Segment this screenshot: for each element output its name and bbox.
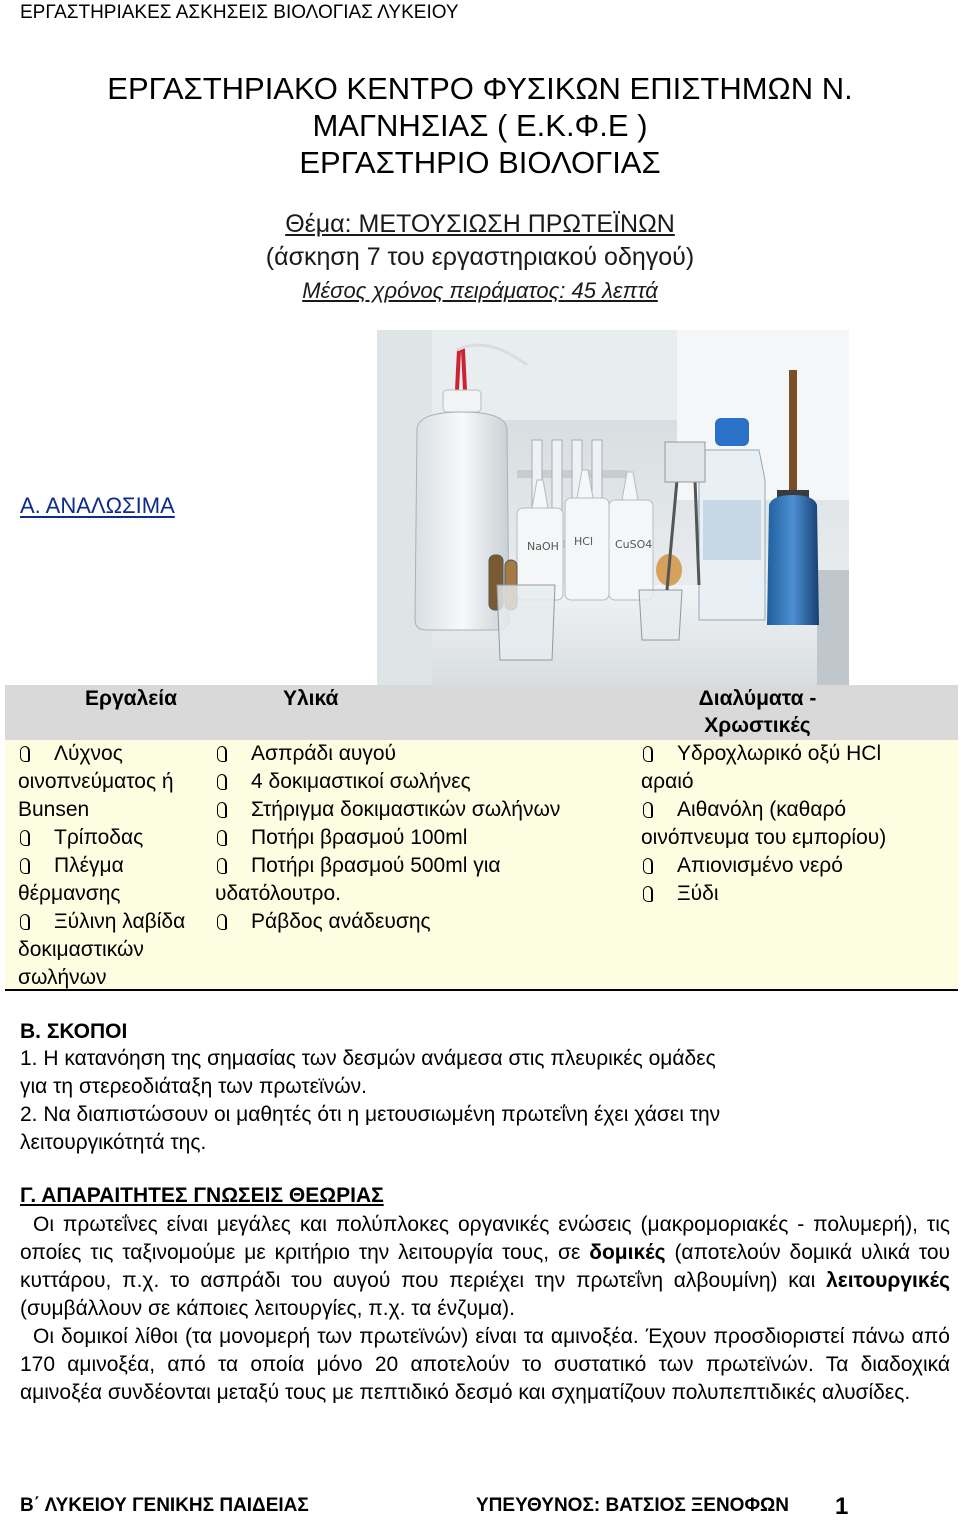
tool-text: Ξύλινη λαβίδα <box>54 910 186 933</box>
list-item-continued: δοκιμαστικών <box>18 938 144 961</box>
list-item <box>18 824 223 852</box>
goal-1-line-2: για τη στερεοδιάταξη των πρωτεϊνών. <box>20 1075 367 1098</box>
goal-1-line-1: 1. Η κατανόηση της σημασίας των δεσμών ανάμεσα στις πλευρικές ομάδες <box>20 1047 716 1070</box>
lab-equipment-photo <box>377 330 849 685</box>
theory-text-part: Οι πρωτεΐνες είναι μεγάλες και πολύπλοκες οργανικές ενώσεις (μακρομοριακές - πολυμερή), τις οποίες τις ταξινομούμε με κριτήριο την λειτουργία τους, σε <box>20 1213 950 1264</box>
solution-text: Ξύδι <box>677 882 719 905</box>
materials-table <box>5 685 958 990</box>
bullet-icon <box>215 914 227 929</box>
header-tools: Εργαλεία <box>85 687 177 710</box>
header-materials: Υλικά <box>283 687 339 710</box>
subject-theme: Θέμα: ΜΕΤΟΥΣΙΩΣΗ ΠΡΩΤΕΪΝΩΝ <box>285 210 675 238</box>
goal-2-line-2: λειτουργικότητά της. <box>20 1131 207 1154</box>
list-item <box>18 740 223 768</box>
list-item-continued: οινοπνεύματος ή <box>18 770 174 793</box>
bullet-icon <box>18 830 30 845</box>
header-solutions <box>685 685 830 739</box>
tool-text: Τρίποδας <box>54 826 144 849</box>
page-title <box>0 70 960 181</box>
list-item <box>641 740 956 768</box>
section-b-heading: Β. ΣΚΟΠΟΙ <box>20 1020 128 1043</box>
bullet-icon <box>641 886 653 901</box>
header-solutions-line-2: Χρωστικές <box>704 714 811 737</box>
goals-list <box>20 1045 950 1157</box>
bullet-icon <box>18 858 30 873</box>
material-text: Ασπράδι αυγού <box>251 742 397 765</box>
solution-text: Απιονισμένο νερό <box>677 854 843 877</box>
subject-exercise: (άσκηση 7 του εργαστηριακού οδηγού) <box>265 243 695 271</box>
list-item-continued: αραιό <box>641 770 694 793</box>
list-item <box>215 740 635 768</box>
material-text: Ποτήρι βρασμού 500ml για <box>251 854 501 877</box>
list-item-continued: υδατόλουτρο. <box>215 882 341 905</box>
list-item <box>215 796 635 824</box>
subject-duration: Μέσος χρόνος πειράματος: 45 λεπτά <box>302 278 658 303</box>
materials-column <box>215 740 635 936</box>
section-c-heading: Γ. ΑΠΑΡΑΙΤΗΤΕΣ ΓΝΩΣΕΙΣ ΘΕΩΡΙΑΣ <box>20 1184 384 1207</box>
theory-text <box>20 1211 950 1407</box>
footer-right: ΥΠΕΥΘΥΝΟΣ: ΒΑΤΣΙΟΣ ΞΕΝΟΦΩΝ <box>476 1495 790 1516</box>
list-item <box>641 852 956 880</box>
photo-label-cuso4: CuSO4 <box>615 538 653 551</box>
photo-label-hcl: HCl <box>574 535 594 548</box>
theory-bold-term: δομικές <box>589 1241 666 1264</box>
bullet-icon <box>18 914 30 929</box>
bullet-icon <box>18 746 30 761</box>
photo-label-naoh: NaOH <box>527 540 559 553</box>
theory-paragraph-1 <box>20 1211 950 1323</box>
list-item-continued: θέρμανσης <box>18 882 121 905</box>
lab-photo-illustration <box>377 330 849 685</box>
bullet-icon <box>215 858 227 873</box>
bullet-icon <box>641 802 653 817</box>
table-bottom-border <box>5 989 958 991</box>
page-number: 1 <box>835 1493 849 1520</box>
tools-column <box>18 740 223 992</box>
theory-text-part: (αποτελούν δομικά υλικά του κυττάρου, π.χ. το ασπράδι του αυγού που περιέχει την πρωτεΐνη αλβουμίνη) και <box>20 1241 951 1292</box>
title-line-3: ΕΡΓΑΣΤΗΡΙΟ ΒΙΟΛΟΓΙΑΣ <box>299 145 661 180</box>
bullet-icon <box>641 858 653 873</box>
subject-block <box>0 208 960 307</box>
list-item <box>215 768 635 796</box>
list-item-continued: Bunsen <box>18 798 90 821</box>
list-item-continued: οινόπνευμα του εμπορίου) <box>641 826 887 849</box>
material-text: 4 δοκιμαστικοί σωλήνες <box>251 770 471 793</box>
solution-text: Αιθανόλη (καθαρό <box>677 798 847 821</box>
material-text: Ράβδος ανάδευσης <box>251 910 431 933</box>
list-item <box>215 852 635 880</box>
section-a-heading: Α. ΑΝΑΛΩΣΙΜΑ <box>20 493 175 518</box>
bullet-icon <box>215 774 227 789</box>
solution-text: Υδροχλωρικό οξύ HCl <box>677 742 882 765</box>
list-item-continued: σωλήνων <box>18 966 107 989</box>
running-header: ΕΡΓΑΣΤΗΡΙΑΚΕΣ ΑΣΚΗΣΕΙΣ ΒΙΟΛΟΓΙΑΣ ΛΥΚΕΙΟΥ <box>20 2 459 23</box>
theory-paragraph-2: Οι δομικοί λίθοι (τα μονομερή των πρωτεϊνών) είναι τα αμινοξέα. Έχουν προσδιοριστεί πάνω από 170 αμινοξέα, από τα οποία μόνο 20 αποτελούν το συστατικό των πρωτεϊνών. Τα διαδοχικά αμινοξέα συνδέονται μεταξύ τους με πεπτιδικό δεσμό και σχηματίζουν πολυπεπτιδικές αλυσίδες. <box>20 1325 950 1404</box>
theory-bold-term: λειτουργικές <box>826 1269 950 1292</box>
title-line-2: ΜΑΓΝΗΣΙΑΣ ( Ε.Κ.Φ.Ε ) <box>312 108 648 143</box>
bullet-icon <box>215 746 227 761</box>
footer-left: Β΄ ΛΥΚΕΙΟΥ ΓΕΝΙΚΗΣ ΠΑΙΔΕΙΑΣ <box>20 1495 309 1516</box>
list-item <box>641 796 956 824</box>
bullet-icon <box>215 830 227 845</box>
theory-text-part: (συμβάλλουν σε κάποιες λειτουργίες, π.χ. τα ένζυμα). <box>20 1297 515 1320</box>
title-line-1: ΕΡΓΑΣΤΗΡΙΑΚΟ ΚΕΝΤΡΟ ΦΥΣΙΚΩΝ ΕΠΙΣΤΗΜΩΝ Ν. <box>107 71 853 106</box>
tool-text: Πλέγμα <box>54 854 124 877</box>
list-item <box>215 824 635 852</box>
bullet-icon <box>641 746 653 761</box>
header-solutions-line-1: Διαλύματα - <box>698 687 817 710</box>
tool-text: Λύχνος <box>54 742 123 765</box>
bullet-icon <box>215 802 227 817</box>
material-text: Ποτήρι βρασμού 100ml <box>251 826 468 849</box>
goal-2-line-1: 2. Να διαπιστώσουν οι μαθητές ότι η μετουσιωμένη πρωτεΐνη έχει χάσει την <box>20 1103 721 1126</box>
material-text: Στήριγμα δοκιμαστικών σωλήνων <box>251 798 561 821</box>
solutions-column <box>641 740 956 908</box>
list-item <box>18 852 223 880</box>
list-item <box>18 908 223 936</box>
list-item <box>215 908 635 936</box>
list-item <box>641 880 956 908</box>
